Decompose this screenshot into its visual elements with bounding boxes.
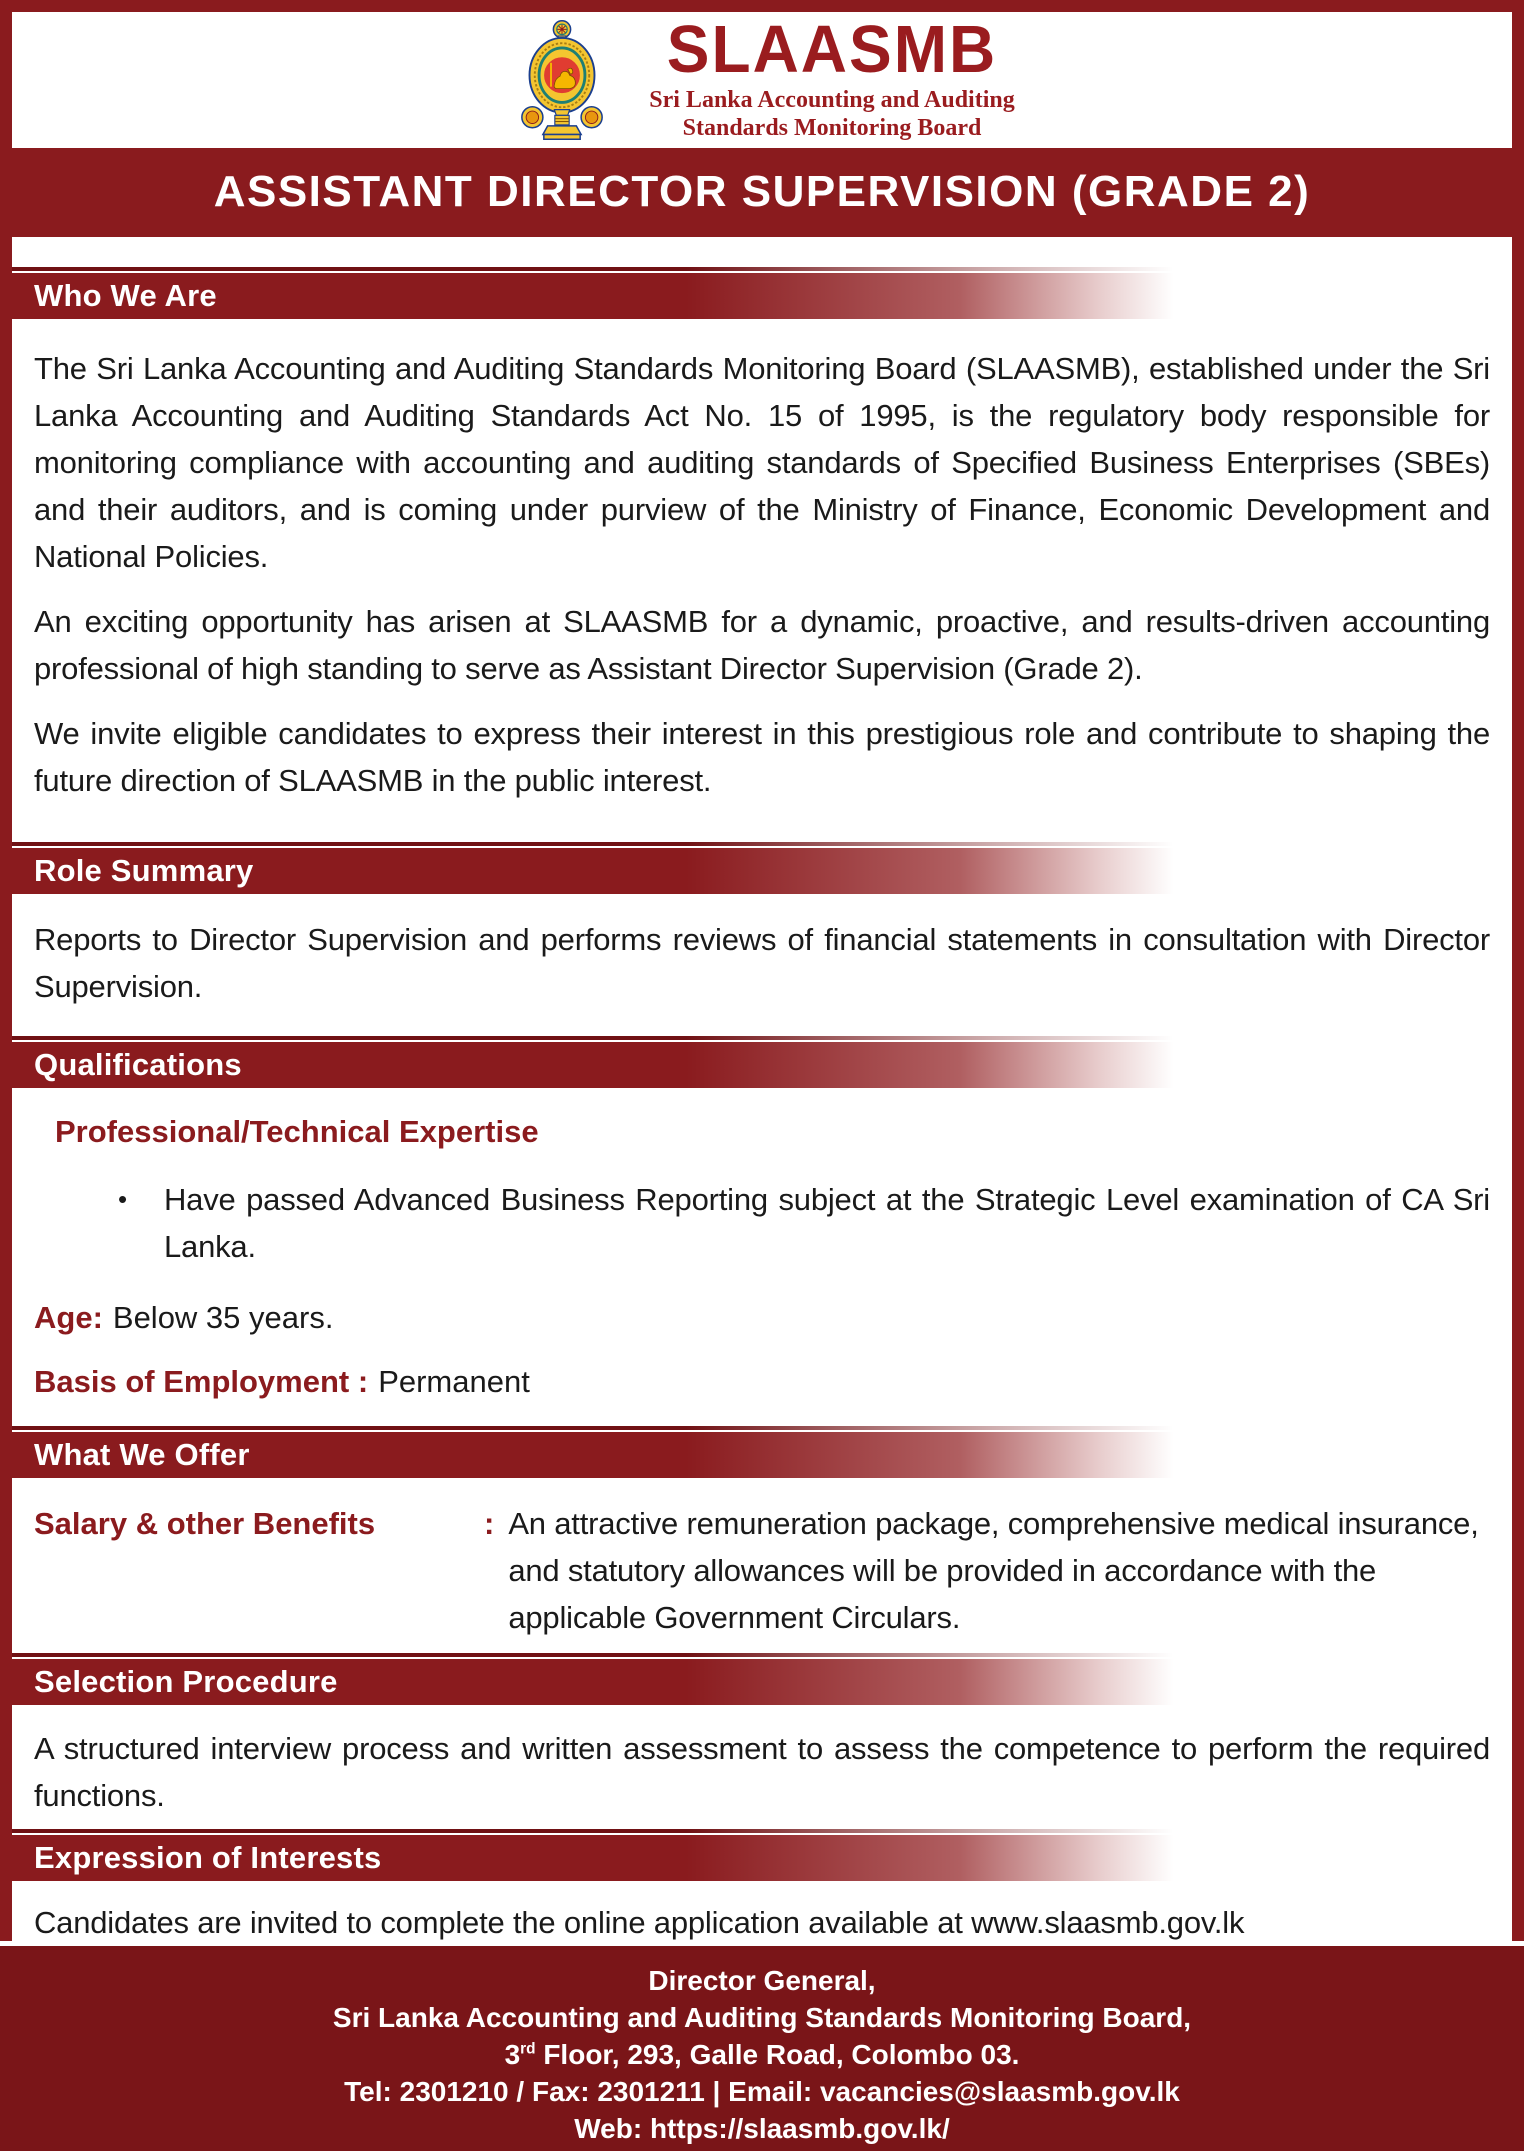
- who-we-are-paragraph-3: We invite eligible candidates to express their interest in this prestigious role and contribute to shaping the future direction of SLAASMB in the public interest.: [34, 715, 1490, 798]
- footer-line-web: Web: https://slaasmb.gov.lk/: [574, 2112, 950, 2144]
- salary-benefits-label: Salary & other Benefits: [34, 1505, 376, 1541]
- section-heading: Expression of Interests: [34, 1839, 382, 1875]
- section-accent-line: [0, 267, 1524, 271]
- section-heading: What We Offer: [34, 1436, 250, 1472]
- expression-of-interests-text: Candidates are invited to complete the online application available at www.slaasmb.gov.lk: [34, 1904, 1245, 1940]
- section-accent-line: [0, 1426, 1524, 1430]
- section-accent-line: [0, 842, 1524, 846]
- section-heading: Qualifications: [34, 1046, 242, 1082]
- salary-benefits-text: An attractive remuneration package, comprehensive medical insurance, and statutory allowances will be provided in accordance with the applicable Government Circulars.: [508, 1505, 1479, 1635]
- footer-address-prefix: 3: [504, 2038, 521, 2070]
- job-title: ASSISTANT DIRECTOR SUPERVISION (GRADE 2): [213, 167, 1311, 217]
- masthead: [0, 12, 1524, 148]
- role-summary-text: Reports to Director Supervision and performs reviews of financial statements in consultation with Director Supervision.: [34, 921, 1490, 1004]
- footer-line-address: [0, 2036, 1524, 2073]
- qualifications-subheading: Professional/Technical Expertise: [55, 1113, 539, 1149]
- age-row: [0, 1298, 1524, 1338]
- footer-line-tel-email: Tel: 2301210 / Fax: 2301211 | Email: vacancies@slaasmb.gov.lk: [344, 2075, 1180, 2107]
- age-label: Age:: [34, 1299, 103, 1335]
- org-name-line1: Sri Lanka Accounting and Auditing: [649, 87, 1015, 114]
- section-header-who-we-are: [0, 267, 1524, 319]
- basis-of-employment-value: Permanent: [378, 1363, 530, 1399]
- section-heading: Selection Procedure: [34, 1663, 338, 1699]
- salary-benefits-row: [0, 1500, 1524, 1641]
- org-name-line2: Standards Monitoring Board: [682, 115, 982, 142]
- section-header-selection-procedure: [0, 1653, 1524, 1705]
- footer-line-org: Sri Lanka Accounting and Auditing Standards Monitoring Board,: [332, 2001, 1192, 2033]
- section-accent-line: [0, 1829, 1524, 1833]
- footer-address-rest: Floor, 293, Galle Road, Colombo 03.: [535, 2038, 1020, 2070]
- sri-lanka-emblem-icon: [519, 19, 605, 141]
- who-we-are-paragraph-1: The Sri Lanka Accounting and Auditing Standards Monitoring Board (SLAASMB), established under the Sri Lanka Accounting and Auditing Standards Act No. 15 of 1995, is the regulatory body responsible for monitoring compliance with accounting and auditing standards of Specified Business Enterprises (SBEs) and their auditors, and is coming under purview of the Ministry of Finance, Economic Development and National Policies.: [34, 350, 1490, 574]
- salary-benefits-colon: :: [484, 1505, 495, 1541]
- basis-of-employment-row: [0, 1362, 1524, 1402]
- footer-address-ordinal: rd: [520, 2040, 536, 2058]
- job-title-banner: [0, 148, 1524, 236]
- section-heading: Who We Are: [34, 277, 217, 313]
- section-header-qualifications: [0, 1036, 1524, 1088]
- slaasmb-logo: SLAASMB: [666, 11, 998, 87]
- section-accent-line: [0, 1653, 1524, 1657]
- qualification-bullet-item: [0, 1176, 1524, 1270]
- bullet-icon: •: [118, 1183, 127, 1214]
- selection-procedure-text: A structured interview process and written assessment to assess the competence to perform the required functions.: [34, 1730, 1490, 1813]
- section-header-what-we-offer: [0, 1426, 1524, 1478]
- footer-contact-block: [0, 1946, 1524, 2151]
- who-we-are-paragraph-2: An exciting opportunity has arisen at SLAASMB for a dynamic, proactive, and results-driven accounting professional of high standing to serve as Assistant Director Supervision (Grade 2).: [34, 603, 1490, 686]
- section-heading: Role Summary: [34, 852, 254, 888]
- section-header-expression-of-interests: [0, 1829, 1524, 1881]
- section-header-role-summary: [0, 842, 1524, 894]
- qualification-bullet-text: Have passed Advanced Business Reporting subject at the Strategic Level examination of CA Sri Lanka.: [164, 1181, 1490, 1264]
- footer-line-director: Director General,: [648, 1964, 876, 1996]
- section-accent-line: [0, 1036, 1524, 1040]
- basis-of-employment-label: Basis of Employment :: [34, 1363, 369, 1399]
- logo-block: [649, 11, 1015, 142]
- age-value: Below 35 years.: [112, 1299, 334, 1335]
